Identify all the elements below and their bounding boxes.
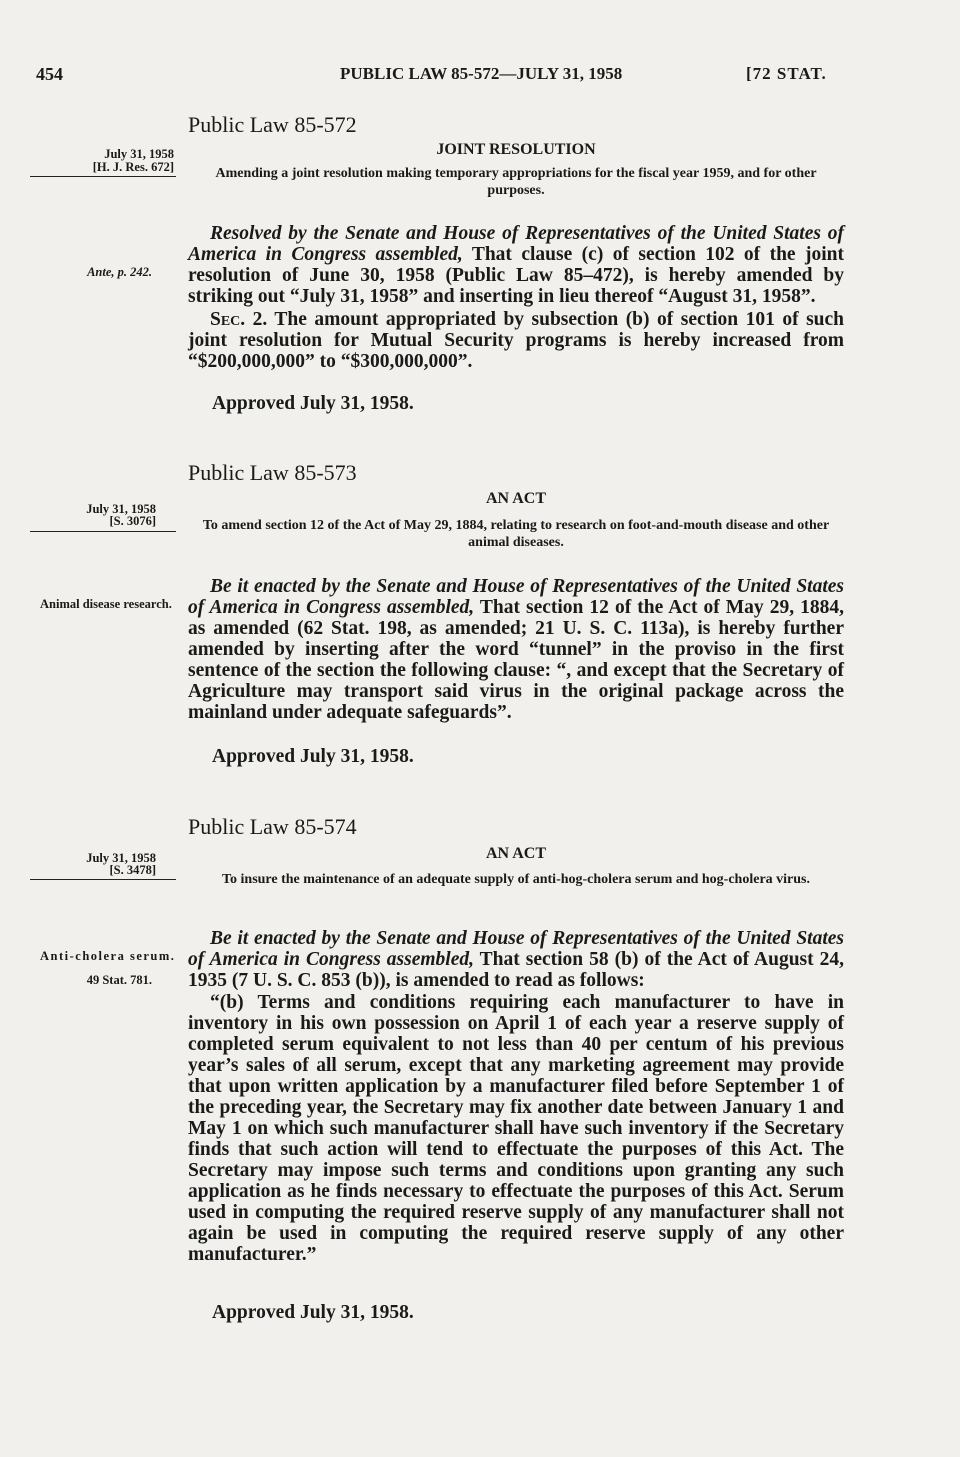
- margin-bill-number: [S. 3478]: [109, 863, 156, 877]
- margin-bill-number: [S. 3076]: [109, 514, 156, 528]
- law-body: [188, 928, 844, 1265]
- section-text: That section 12 of the Act of May 29, 1884, as amended (62 Stat. 198, as amended; 21 U. S. C. 113a), is hereby further amended by inserting after the word “tunnel” in the proviso in the first sentence of the section the following clause: “, and except that the Secretary of Agriculture may transport said virus in the original package across the mainland under adequate safeguards”.: [188, 597, 844, 723]
- volume-reference: [72 STAT.: [746, 64, 827, 83]
- quoted-amendment: “(b) Terms and conditions requiring each manufacturer to have in inventory in his own possession on April 1 of each year a reserve supply of completed serum equivalent to not less than 40 per centum of his previous year’s sales of all serum, except that any marketing agreement may provide that upon written application by a manufacturer filed before September 1 of the preceding year, the Secretary may fix another date between January 1 and May 1 on which such manufacturer shall have such inventory if the Secretary finds that such action will tend to effectuate the purposes of this Act. The Secretary may impose such terms and conditions upon granting any such application as he finds necessary to effectuate the purposes of this Act. Serum used in computing the required reserve supply of any manufacturer shall not again be used in computing the required reserve supply of any other manufacturer.”: [188, 992, 844, 1265]
- section-text: That section 58 (b) of the Act of August 24, 1935 (7 U. S. C. 853 (b)), is amended to read as follows:: [188, 949, 844, 991]
- section-2-text: The amount appropriated by subsection (b) of section 101 of such joint resolution for Mutual Security programs is hereby increased from “$200,000,000” to “$300,000,000”.: [188, 309, 845, 372]
- margin-date: July 31, 1958: [86, 502, 156, 516]
- law-text: [188, 928, 844, 991]
- law-purpose: To insure the maintenance of an adequate supply of anti-hog-cholera serum and hog-cholera virus.: [221, 872, 811, 887]
- approval-line: Approved July 31, 1958.: [212, 1302, 414, 1323]
- law-text: [188, 576, 844, 723]
- margin-date: July 31, 1958: [86, 851, 156, 865]
- margin-note: Ante, p. 242.: [87, 265, 152, 279]
- law-kind: JOINT RESOLUTION: [436, 141, 596, 158]
- margin-note: Animal disease research.: [40, 597, 172, 611]
- margin-date: July 31, 1958: [104, 147, 174, 161]
- section-label: Sec. 2.: [210, 309, 268, 330]
- law-title: Public Law 85-574: [188, 814, 357, 839]
- margin-divider: [30, 176, 176, 177]
- law-kind: AN ACT: [485, 845, 546, 862]
- section-1-text: That clause (c) of section 102 of the joint resolution of June 30, 1958 (Public Law 85–472), is hereby amended by striking out “July 31, 1958” and inserting in lieu thereof “August 31, 1958”.: [188, 244, 844, 307]
- margin-citation: 49 Stat. 781.: [86, 973, 152, 987]
- law-title: Public Law 85-572: [188, 112, 357, 137]
- law-purpose: To amend section 12 of the Act of May 29, 1884, relating to research on foot-and-mouth disease and other animal diseases.: [202, 518, 830, 550]
- enacting-clause: Resolved by the Senate and House of Representatives of the United States of America in Congress assembled,: [188, 223, 844, 265]
- approval-line: Approved July 31, 1958.: [212, 393, 414, 414]
- margin-note: Anti-cholera serum.: [40, 949, 176, 963]
- law-purpose: Amending a joint resolution making temporary appropriations for the fiscal year 1959, and for other purposes.: [215, 166, 817, 198]
- law-body: [188, 576, 844, 723]
- margin-divider: [30, 879, 176, 880]
- law-body: [188, 223, 844, 372]
- law-kind: AN ACT: [485, 490, 546, 507]
- law-text: [188, 309, 844, 372]
- law-title: Public Law 85-573: [188, 460, 357, 485]
- law-text: [188, 223, 844, 307]
- margin-bill-number: [H. J. Res. 672]: [92, 160, 174, 174]
- enacting-clause: Be it enacted by the Senate and House of Representatives of the United States of America in Congress assembled,: [188, 576, 844, 618]
- enacting-clause: Be it enacted by the Senate and House of Representatives of the United States of America in Congress assembled,: [188, 928, 844, 970]
- page-number: 454: [36, 64, 63, 84]
- approval-line: Approved July 31, 1958.: [212, 746, 414, 767]
- margin-divider: [30, 531, 176, 532]
- running-title: PUBLIC LAW 85-572—JULY 31, 1958: [340, 64, 623, 83]
